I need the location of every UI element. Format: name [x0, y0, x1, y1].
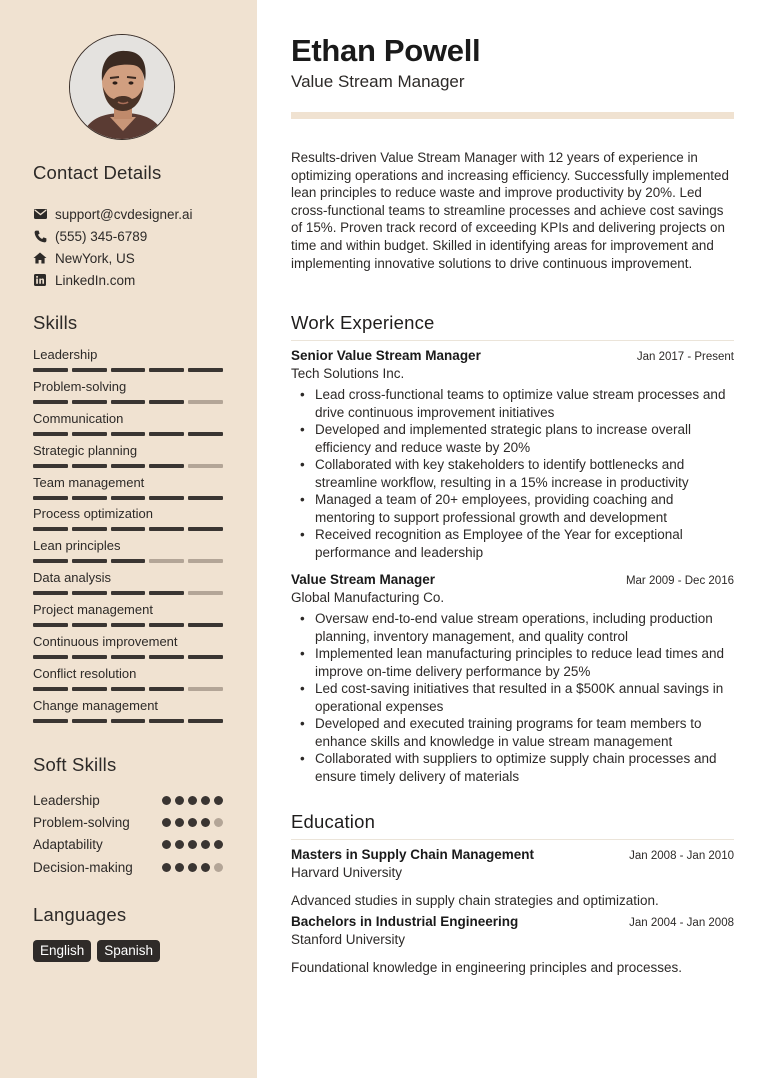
job-title: Value Stream Manager — [291, 572, 436, 587]
skill-level-segment — [33, 655, 68, 659]
job-bullet: • Collaborated with key stakeholders to identify bottlenecks and streamline workflow, resulting in a 15% increase in productivity — [291, 456, 734, 491]
skill-level-segment — [33, 719, 68, 723]
rating-dot — [162, 863, 171, 872]
education-entry — [291, 914, 734, 975]
skill-label: Process optimization — [33, 506, 153, 522]
skill-level-segment — [72, 464, 107, 468]
job-bullet: • Implemented lean manufacturing principles to reduce lead times and improve on-time delivery performance by 25% — [291, 645, 734, 680]
skill-item — [33, 506, 223, 538]
rating-dot — [175, 818, 184, 827]
skill-level-bar — [33, 400, 223, 404]
skill-level-segment — [72, 687, 107, 691]
job-date: Mar 2009 - Dec 2016 — [625, 575, 734, 587]
contact-list — [33, 203, 193, 291]
skill-level-segment — [149, 368, 184, 372]
sidebar — [0, 0, 257, 1078]
skill-level-segment — [72, 559, 107, 563]
skill-level-bar — [33, 719, 223, 723]
skill-level-segment — [33, 464, 68, 468]
skill-level-segment — [188, 655, 223, 659]
skill-label: Conflict resolution — [33, 665, 137, 681]
skill-label: Communication — [33, 410, 124, 426]
skill-level-segment — [111, 464, 146, 468]
rating-dot — [175, 863, 184, 872]
skill-level-segment — [72, 496, 107, 500]
skill-level-bar — [33, 655, 223, 659]
skill-level-segment — [33, 591, 68, 595]
skill-level-segment — [188, 719, 223, 723]
soft-skill-item — [33, 834, 223, 856]
skill-level-bar — [33, 368, 223, 372]
linkedin-icon — [33, 273, 47, 287]
skill-label: Leadership — [33, 347, 98, 362]
skill-item — [33, 538, 223, 570]
profile-photo — [70, 35, 175, 140]
summary-text: Results-driven Value Stream Manager with 12 years of experience in optimizing operations and increasing efficiency. Successfully implemented lean principles to reduce waste and improve productivity by 20%. Led cross-functional teams to streamline processes and achieve cost savings of 15%. Proven track record of exceeding KPIs and delivering projects on time and within budget. Skilled in identifying areas for improvement and implementing innovative solutions to drive continuous improvement. — [291, 150, 729, 271]
skill-level-segment — [188, 559, 223, 563]
soft-skill-label: Problem-solving — [33, 814, 130, 830]
skill-level-segment — [111, 432, 146, 436]
work-entry — [291, 572, 734, 785]
skill-item — [33, 475, 223, 507]
soft-skill-item — [33, 789, 223, 811]
skill-level-segment — [149, 623, 184, 627]
skill-level-segment — [33, 496, 68, 500]
job-bullet: • Oversaw end-to-end value stream operations, including production planning, inventory management, and quality control — [291, 610, 734, 645]
job-bullet: • Led cost-saving initiatives that resulted in a $500K annual savings in operational expenses — [291, 680, 734, 715]
skill-level-segment — [72, 432, 107, 436]
skill-item — [33, 443, 223, 475]
skill-level-segment — [149, 655, 184, 659]
rating-dot — [214, 796, 223, 805]
skill-item — [33, 602, 223, 634]
skill-level-segment — [33, 527, 68, 531]
candidate-role: Value Stream Manager — [291, 72, 465, 91]
contact-location — [33, 247, 193, 269]
skill-level-segment — [149, 464, 184, 468]
job-bullets — [291, 386, 734, 561]
rating-dot — [175, 840, 184, 849]
skill-level-segment — [188, 527, 223, 531]
soft-skill-rating — [162, 796, 223, 805]
rating-dot — [214, 818, 223, 827]
rating-dot — [201, 796, 210, 805]
soft-skills-section-title: Soft Skills — [33, 754, 117, 775]
skill-level-segment — [188, 400, 223, 404]
skill-level-segment — [72, 655, 107, 659]
skill-label: Lean principles — [33, 538, 121, 554]
skill-level-bar — [33, 432, 223, 436]
degree-title: Bachelors in Industrial Engineering — [291, 914, 519, 929]
skill-level-segment — [72, 591, 107, 595]
skill-label: Project management — [33, 602, 153, 618]
education-entry — [291, 847, 734, 908]
soft-skill-item — [33, 856, 223, 878]
job-bullet: • Developed and executed training programs for team members to enhance skills and knowledge in value stream management — [291, 715, 734, 750]
rating-dot — [162, 796, 171, 805]
skill-level-segment — [33, 623, 68, 627]
education-section-title: Education — [291, 811, 734, 840]
accent-divider — [291, 112, 734, 119]
job-title: Senior Value Stream Manager — [291, 348, 481, 363]
job-bullets — [291, 610, 734, 785]
skill-label: Strategic planning — [33, 442, 138, 458]
phone-icon — [33, 229, 47, 243]
skill-level-segment — [188, 623, 223, 627]
skill-item — [33, 666, 223, 698]
skill-item — [33, 347, 223, 379]
degree-date: Jan 2004 - Jan 2008 — [629, 917, 734, 929]
language-chip: Spanish — [97, 940, 160, 962]
skill-level-segment — [149, 687, 184, 691]
skill-level-segment — [149, 432, 184, 436]
skill-level-segment — [188, 591, 223, 595]
skill-level-segment — [33, 400, 68, 404]
languages-section-title: Languages — [33, 904, 127, 925]
skill-level-segment — [111, 400, 146, 404]
skill-level-segment — [111, 719, 146, 723]
skill-level-segment — [111, 368, 146, 372]
job-bullet: • Collaborated with suppliers to optimize supply chain processes and ensure timely delivery of materials — [291, 750, 734, 785]
soft-skill-rating — [162, 818, 223, 827]
job-bullet: • Managed a team of 20+ employees, providing coaching and mentoring to support professional growth and development — [291, 491, 734, 526]
skill-level-segment — [149, 719, 184, 723]
rating-dot — [214, 840, 223, 849]
job-company: Global Manufacturing Co. — [291, 590, 445, 605]
degree-description: Advanced studies in supply chain strategies and optimization. — [291, 893, 659, 908]
skill-level-bar — [33, 496, 223, 500]
skill-item — [33, 379, 223, 411]
rating-dot — [188, 818, 197, 827]
skill-label: Team management — [33, 474, 145, 490]
skill-level-segment — [188, 368, 223, 372]
skills-list — [33, 347, 223, 730]
languages-list — [33, 940, 160, 962]
contact-phone[interactable] — [33, 225, 193, 247]
degree-school: Harvard University — [291, 865, 403, 880]
skill-item — [33, 570, 223, 602]
soft-skill-label: Decision-making — [33, 859, 133, 875]
skills-section-title: Skills — [33, 312, 78, 333]
soft-skill-label: Adaptability — [33, 837, 103, 853]
skill-level-segment — [188, 687, 223, 691]
contact-section-title: Contact Details — [33, 162, 162, 183]
contact-location-text: NewYork, US — [55, 250, 135, 266]
skill-level-segment — [33, 432, 68, 436]
skill-level-segment — [111, 687, 146, 691]
skill-level-segment — [188, 496, 223, 500]
skill-level-segment — [33, 559, 68, 563]
skill-level-segment — [111, 623, 146, 627]
rating-dot — [188, 796, 197, 805]
skill-level-segment — [72, 527, 107, 531]
skill-level-bar — [33, 527, 223, 531]
degree-school: Stanford University — [291, 932, 406, 947]
skill-level-segment — [33, 687, 68, 691]
contact-email-text: support@cvdesigner.ai — [55, 206, 193, 222]
degree-description: Foundational knowledge in engineering principles and processes. — [291, 960, 683, 975]
skill-item — [33, 411, 223, 443]
skill-level-segment — [111, 559, 146, 563]
skill-level-bar — [33, 559, 223, 563]
skill-level-segment — [111, 591, 146, 595]
skill-level-segment — [188, 464, 223, 468]
job-company: Tech Solutions Inc. — [291, 366, 405, 381]
skill-label: Data analysis — [33, 570, 112, 586]
rating-dot — [201, 863, 210, 872]
soft-skill-item — [33, 811, 223, 833]
rating-dot — [188, 840, 197, 849]
candidate-name: Ethan Powell — [291, 33, 481, 68]
rating-dot — [162, 840, 171, 849]
rating-dot — [188, 863, 197, 872]
skill-level-bar — [33, 464, 223, 468]
skill-label: Problem-solving — [33, 378, 127, 394]
contact-linkedin-text: LinkedIn.com — [55, 272, 136, 288]
soft-skills-list — [33, 789, 223, 878]
skill-level-segment — [149, 591, 184, 595]
job-bullet: • Lead cross-functional teams to optimize value stream processes and drive continuous improvement initiatives — [291, 386, 734, 421]
language-chip: English — [33, 940, 91, 962]
contact-email[interactable] — [33, 203, 193, 225]
skill-item — [33, 698, 223, 730]
soft-skill-rating — [162, 840, 223, 849]
skill-level-segment — [111, 655, 146, 659]
skill-level-segment — [72, 623, 107, 627]
degree-title: Masters in Supply Chain Management — [291, 847, 535, 862]
skill-level-segment — [149, 400, 184, 404]
skill-level-bar — [33, 687, 223, 691]
skill-level-bar — [33, 591, 223, 595]
rating-dot — [175, 796, 184, 805]
skill-level-segment — [149, 496, 184, 500]
contact-linkedin[interactable] — [33, 269, 193, 291]
skill-level-segment — [72, 719, 107, 723]
avatar — [69, 34, 175, 140]
envelope-icon — [33, 207, 47, 221]
job-bullet: • Developed and implemented strategic plans to increase overall efficiency and reduce waste by 20% — [291, 421, 734, 456]
degree-date: Jan 2008 - Jan 2010 — [629, 850, 734, 862]
skill-level-segment — [188, 432, 223, 436]
skill-item — [33, 634, 223, 666]
soft-skill-rating — [162, 863, 223, 872]
skill-level-bar — [33, 623, 223, 627]
skill-level-segment — [72, 400, 107, 404]
skill-level-segment — [111, 527, 146, 531]
skill-label: Change management — [33, 697, 159, 713]
skill-label: Continuous improvement — [33, 634, 178, 650]
rating-dot — [214, 863, 223, 872]
work-entry — [291, 348, 734, 561]
skill-level-segment — [149, 527, 184, 531]
rating-dot — [201, 840, 210, 849]
skill-level-segment — [149, 559, 184, 563]
job-date: Jan 2017 - Present — [636, 351, 734, 363]
rating-dot — [162, 818, 171, 827]
work-section-title: Work Experience — [291, 312, 734, 341]
home-icon — [33, 251, 47, 265]
soft-skill-label: Leadership — [33, 792, 100, 808]
rating-dot — [201, 818, 210, 827]
skill-level-segment — [111, 496, 146, 500]
skill-level-segment — [72, 368, 107, 372]
contact-phone-text: (555) 345-6789 — [55, 228, 148, 244]
job-bullet: • Received recognition as Employee of the Year for exceptional performance and leadership — [291, 526, 734, 561]
skill-level-segment — [33, 368, 68, 372]
